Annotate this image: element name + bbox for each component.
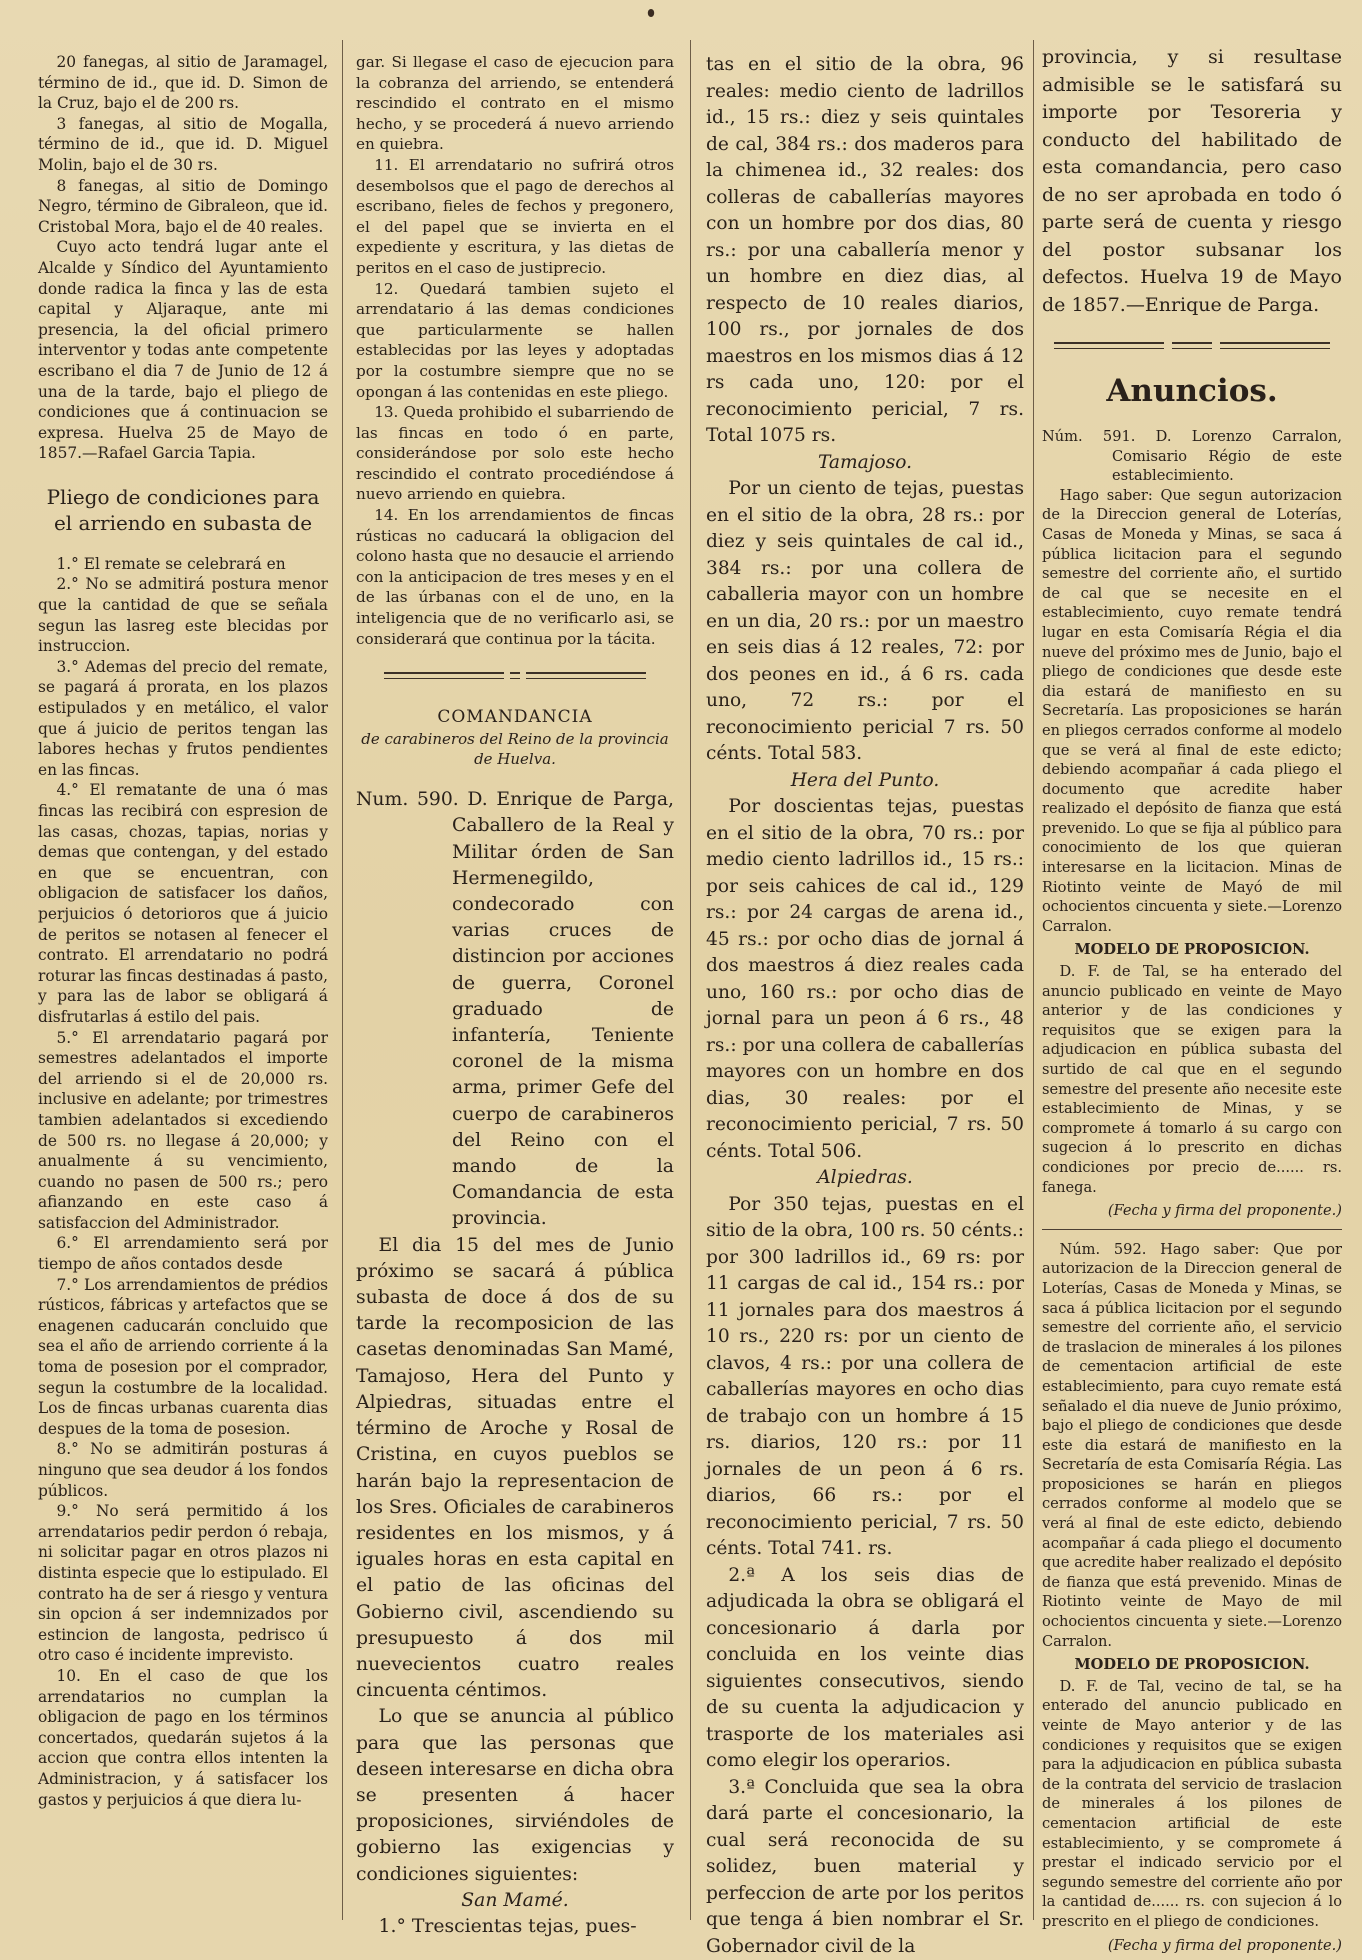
- paragraph: Por un ciento de tejas, puestas en el sitio de la obra, 28 rs.: por diez y seis quintales de cal id., 384 rs.: por una collera de caballeria mayor con un hombre en un dia, 20 rs.: por un maestro en seis dias á 12 reales, 72: por dos peones en id., á 6 rs. cada uno, 72 rs.: por el reconocimiento pericial 7 rs. 50 cénts. Total 583.: [706, 476, 1024, 768]
- condition-13: 13. Queda prohibido el subarriendo de las fincas en todo ó en parte, considerándose por solo este hecho rescindido el contrato procediéndose á nuevo arriendo en quiebra.: [356, 402, 674, 505]
- paragraph: Por doscientas tejas, puestas en el sitio de la obra, 70 rs.: por medio ciento ladrillos id., 15 rs.: por seis cahices de cal id., 129 rs.: por 24 cargas de arena id., 45 rs.: por ocho dias de jornal á dos maestros á diez reales cada uno, 160 rs.: por ocho dias de jornal para un peon á 6 rs., 48 rs.: por una collera de caballerías mayores con un hombre en dos dias, 30 reales: por el reconocimiento pericial, 7 rs. 50 cénts. Total 506.: [706, 794, 1024, 1165]
- condition-8: 8.° No se admitirán posturas á ninguno que sea deudor á los fondos públicos.: [38, 1439, 328, 1501]
- condition-3a: 3.ª Concluida que sea la obra dará parte el concesionario, la cual será reconocida de su solidez, buen material y perfeccion de arte por los peritos que tenga á bien nombrar el Sr. Gobernador civil de la: [706, 1775, 1024, 1960]
- section-heading: Pliego de condiciones para el arriendo en subasta de: [38, 484, 328, 536]
- notice-591-header: Núm. 591. D. Lorenzo Carralon, Comisario Régio de este establecimiento.: [1042, 427, 1342, 486]
- notice-590-header: Num. 590. D. Enrique de Parga, Caballero de la Real y Militar órden de San Hermenegildo, condecorado con varias cruces de distincion por acciones de guerra, Coronel graduado de infantería, Teniente coronel de la misma arma, primer Gefe del cuerpo de carabineros del Reino con el mando de la Comandancia de esta provincia.: [356, 787, 674, 1232]
- column-rule: [690, 40, 691, 1920]
- condition-14: 14. En los arrendamientos de fincas rústicas no caducará la obligacion del colono hasta que no desaucie el arriendo con la anticipacion de tres meses y en el de las úrbanas con el de uno, en la inteligencia que de no verificarlo asi, se considerará que continua por la tácita.: [356, 505, 674, 649]
- column-3: [706, 52, 1024, 1920]
- column-1: [38, 52, 328, 1920]
- condition-4: 4.° El rematante de una ó mas fincas las recibirá con espresion de las casas, chozas, tapias, norias y demas que contengan, y del estado en que se encuentran, con obligacion de satisfacer los daños, perjuicios ó detorioros que á juicio de peritos se notasen al fenecer el contrato. El arrendatario no podrá roturar las fincas destinadas á pasto, y para las de labor se obligará á disfrutarlas á estilo del pais.: [38, 780, 328, 1027]
- column-4: [1042, 44, 1342, 1912]
- subheading-hera-del-punto: Hera del Punto.: [706, 768, 1024, 795]
- signature-line: (Fecha y firma del proponente.): [1042, 1201, 1342, 1221]
- paragraph: D. F. de Tal, vecino de tal, se ha enterado del anuncio publicado en veinte de Mayo anterior y de las condiciones y requisitos que se exigen para la adjudicacion en pública subasta de la contrata del servicio de traslacion de minerales á los pilones de cementacion artificial de este establecimiento, y se compromete á prestar el indicado servicio por el segundo semestre del corriente año por la cantidad de...... rs. con sujecion á lo prescrito en el pliego de condiciones.: [1042, 1677, 1342, 1932]
- paragraph: 3 fanegas, al sitio de Mogalla, término de id., que id. D. Miguel Molin, bajo el de 30 rs.: [38, 114, 328, 176]
- condition-continued: gar. Si llegase el caso de ejecucion para la cobranza del arriendo, se entenderá rescindido el contrato en el mismo hecho, y se procederá á nuevo arriendo en quiebra.: [356, 52, 674, 155]
- condition-2a: 2.ª A los seis dias de adjudicada la obra se obligará el concesionario á darla por concluida en los veinte dias siguientes consecutivos, siendo de su cuenta la adjudicacion y trasporte de los materiales asi como elegir los operarios.: [706, 1563, 1024, 1775]
- modelo-heading: MODELO DE PROPOSICION.: [1042, 940, 1342, 960]
- condition-9: 9.° No será permitido á los arrendatarios pedir perdon ó rebaja, ni solicitar pagar en otros plazos ni distinta especie que lo estipulado. El contrato ha de ser á riesgo y ventura sin opcion á ser indemnizados por estincion de langosta, pedrisco ú otro caso é incidente imprevisto.: [38, 1501, 328, 1666]
- paragraph: 1.° Trescientas tejas, pues-: [356, 1914, 674, 1940]
- condition-5: 5.° El arrendatario pagará por semestres adelantados el importe del arriendo si el de 20,000 rs. inclusive en adelante; por trimestres tambien adelantados si excediendo de 500 rs. no llegase á 20,000; y anualmente á su vencimiento, cuando no pasen de 500 rs.; pero afianzando en este caso á satisfaccion del Administrador.: [38, 1028, 328, 1234]
- condition-7: 7.° Los arrendamientos de prédios rústicos, fábricas y artefactos que se enagenen caducarán concluido que sea el año de arriendo corriente á la toma de posesion por el comprador, segun la costumbre de la localidad. Los de fincas urbanas cuarenta dias despues de la toma de posesion.: [38, 1275, 328, 1440]
- comandancia-header: [356, 705, 674, 769]
- paragraph: D. F. de Tal, se ha enterado del anuncio publicado en veinte de Mayo anterior y de las condiciones y requisitos que se exigen para la adjudicacion en pública subasta del surtido de cal que en el segundo semestre del presente año necesite este establecimiento de Minas, y se compromete á tomarlo á su cargo con sugecion á lo prescrito en dichas condiciones por precio de...... rs. fanega.: [1042, 962, 1342, 1197]
- modelo-heading: MODELO DE PROPOSICION.: [1042, 1655, 1342, 1675]
- divider: [1042, 1229, 1342, 1230]
- paragraph: Lo que se anuncia al público para que las personas que deseen interesarse en dicha obra se presenten á hacer proposiciones, sirviéndoles de gobierno las exigencias y condiciones siguientes:: [356, 1704, 674, 1887]
- comandancia-title: COMANDANCIA: [356, 705, 674, 729]
- paragraph: tas en el sitio de la obra, 96 reales: medio ciento de ladrillos id., 15 rs.: diez y seis quintales de cal, 384 rs.: dos maderos para la chimenea id., 32 reales: dos colleras de caballerías mayores con un hombre por dos dias, 80 rs.: por una caballería menor y un hombre en diez dias, al respecto de 10 reales diarios, 100 rs., por jornales de dos maestros en los mismos dias á 12 rs cada uno, 120: por el reconocimiento pericial, 7 rs. Total 1075 rs.: [706, 52, 1024, 450]
- ink-blot: [646, 0, 656, 22]
- subheading-san-mame: San Mamé.: [356, 1888, 674, 1914]
- comandancia-subtitle: de carabineros del Reino de la provincia de Huelva.: [356, 729, 674, 769]
- condition-2: 2.° No se admitirá postura menor que la cantidad de que se señala segun las lasreg este blecidas por instruccion.: [38, 574, 328, 656]
- paragraph: 20 fanegas, al sitio de Jaramagel, término de id., que id. D. Simon de la Cruz, bajo el de 200 rs.: [38, 52, 328, 114]
- anuncios-heading: Anuncios.: [1042, 371, 1342, 411]
- condition-6: 6.° El arrendamiento será por tiempo de años contados desde: [38, 1233, 328, 1274]
- ornamental-divider: [1042, 337, 1342, 353]
- subheading-alpiedras: Alpiedras.: [706, 1165, 1024, 1192]
- paragraph: provincia, y si resultase admisible se le satisfará su importe por Tesoreria y conducto del habilitado de esta comandancia, pero caso de no ser aprobada en todo ó parte será de cuenta y riesgo del postor subsanar los defectos. Huelva 19 de Mayo de 1857.—Enrique de Parga.: [1042, 44, 1342, 319]
- subheading-tamajoso: Tamajoso.: [706, 450, 1024, 477]
- paragraph: Por 350 tejas, puestas en el sitio de la obra, 100 rs. 50 cénts.: por 300 ladrillos id., 69 rs: por 11 cargas de cal id., 154 rs.: por 11 jornales para dos maestros á 10 rs., 220 rs: por un ciento de clavos, 4 rs.: por una collera de caballerías mayores en ocho dias de trabajo con un hombre á 15 rs. diarios, 120 rs.: por 11 jornales de un peon á 6 rs. diarios, 66 rs.: por el reconocimiento pericial, 7 rs. 50 cénts. Total 741. rs.: [706, 1192, 1024, 1563]
- paragraph: 8 fanegas, al sitio de Domingo Negro, término de Gibraleon, que id. Cristobal Mora, bajo el de 40 reales.: [38, 176, 328, 238]
- condition-3: 3.° Ademas del precio del remate, se pagará á prorata, en los plazos estipulados y en metálico, el valor que á juicio de peritos tengan las labores hechas y frutos pendientes en las fincas.: [38, 657, 328, 781]
- column-rule: [342, 40, 343, 1920]
- notice-592: Núm. 592. Hago saber: Que por autorizacion de la Direccion general de Loterías, Casas de Moneda y Minas, se saca á pública licitacion por el segundo semestre del corriente año, el servicio de traslacion de minerales á los pilones de cementacion artificial de este establecimiento, para cuyo remate está señalado el dia nueve de Junio próximo, bajo el pliego de condiciones que desde este dia estará de manifiesto en la Secretaría de esta Comisaría Régia. Las proposiciones se harán en pliegos cerrados conforme al modelo que se verá al final de este edicto, debiendo acompañar á cada pliego el documento que acredite haber realizado el depósito de fianza que está prevenido. Minas de Riotinto veinte de Mayo de mil ochocientos cincuenta y siete.—Lorenzo Carralon.: [1042, 1240, 1342, 1651]
- paragraph: El dia 15 del mes de Junio próximo se sacará á pública subasta de doce á dos de su tarde la recomposicion de las casetas denominadas San Mamé, Tamajoso, Hera del Punto y Alpiedras, situadas entre el término de Aroche y Rosal de Cristina, en cuyos pueblos se harán bajo la representacion de los Sres. Oficiales de carabineros residentes en los mismos, y á iguales horas en esta capital en el patio de las oficinas del Gobierno civil, ascendiendo su presupuesto á dos mil nuevecientos cuatro reales cincuenta céntimos.: [356, 1233, 674, 1705]
- paragraph: Cuyo acto tendrá lugar ante el Alcalde y Síndico del Ayuntamiento donde radica la finca y las de esta capital y Aljaraque, ante mi presencia, la del oficial primero interventor y todas ante competente escribano el dia 7 de Junio de 12 á una de la tarde, bajo el pliego de condiciones que á continuacion se expresa. Huelva 25 de Mayo de 1857.—Rafael Garcia Tapia.: [38, 237, 328, 464]
- paragraph: Hago saber: Que segun autorizacion de la Direccion general de Loterías, Casas de Moneda y Minas, se saca á pública licitacion para el segundo semestre del corriente año, el surtido de cal que se necesite en el establecimiento, cuyo remate tendrá lugar en esta Comisaría Régia el dia nueve del próximo mes de Junio, bajo el pliego de condiciones que desde este dia estará de manifiesto en su Secretaría. Las proposiciones se harán en pliegos cerrados conforme al modelo que se verá al final de este edicto; debiendo acompañar á cada pliego el documento que acredite haber realizado el depósito de fianza que está prevenido. Lo que se fija al público para conocimiento de los que quieran interesarse en la licitacion. Minas de Riotinto veinte de Mayó de mil ochocientos cincuenta y siete.—Lorenzo Carralon.: [1042, 486, 1342, 937]
- condition-11: 11. El arrendatario no sufrirá otros desembolsos que el pago de derechos al escribano, fieles de fechos y pregonero, el del papel que se invierta en el expediente y escritura, y las dietas de peritos en el caso de justiprecio.: [356, 155, 674, 279]
- ornamental-divider: [356, 667, 674, 683]
- column-rule: [1033, 40, 1034, 1920]
- signature-line: (Fecha y firma del proponente.): [1042, 1936, 1342, 1956]
- condition-12: 12. Quedará tambien sujeto el arrendatario á las demas condiciones que particularmente se hallen establecidas por las leyes y adoptadas por la costumbre siempre que no se opongan á las contenidas en este pliego.: [356, 279, 674, 403]
- condition-10: 10. En el caso de que los arrendatarios no cumplan la obligacion de pago en los términos concertados, quedarán sujetos á la accion que contra ellos intenten la Administracion, y á satisfacer los gastos y perjuicios á que diera lu-: [38, 1666, 328, 1810]
- condition-1: 1.° El remate se celebrará en: [38, 554, 328, 575]
- column-2: [356, 52, 674, 1920]
